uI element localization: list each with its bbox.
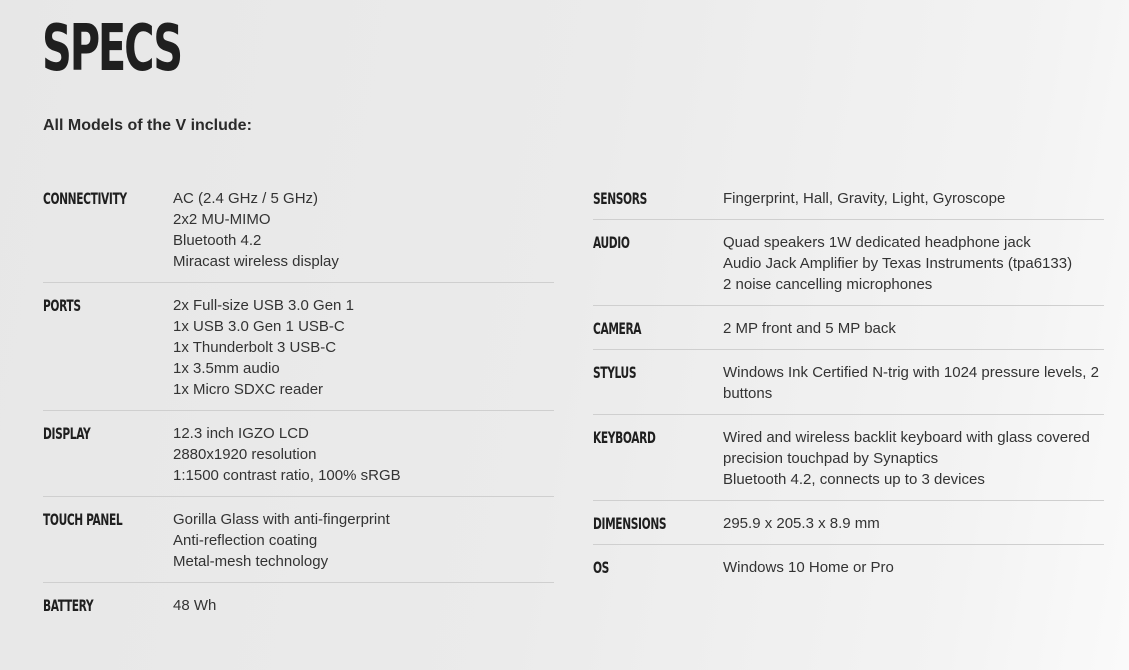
spec-label: CAMERA (593, 319, 642, 338)
spec-label: DIMENSIONS (593, 514, 667, 533)
spec-value: 1x 3.5mm audio (173, 360, 280, 377)
spec-value: 12.3 inch IGZO LCD (173, 425, 309, 442)
spec-values (173, 509, 554, 572)
spec-label: AUDIO (593, 233, 630, 252)
spec-value: 2880x1920 resolution (173, 446, 317, 463)
spec-row-touch-panel (43, 507, 554, 583)
spec-value: 2 MP front and 5 MP back (723, 320, 896, 337)
spec-label: TOUCH PANEL (43, 510, 123, 529)
spec-label: CONNECTIVITY (43, 189, 127, 208)
spec-value: 2x2 MU-MIMO (173, 211, 271, 228)
spec-value: Miracast wireless display (173, 253, 339, 270)
spec-label: BATTERY (43, 596, 94, 615)
spec-row-stylus (593, 360, 1104, 415)
specs-subtitle: All Models of the V include: (43, 117, 252, 134)
spec-values (723, 188, 1104, 209)
spec-values (723, 318, 1104, 339)
spec-value: Fingerprint, Hall, Gravity, Light, Gyroscope (723, 190, 1006, 207)
spec-value: Metal-mesh technology (173, 553, 329, 570)
spec-label: STYLUS (593, 363, 637, 382)
spec-value: Windows Ink Certified N-trig with 1024 pressure levels, 2 buttons (723, 364, 1099, 402)
spec-value: Wired and wireless backlit keyboard with glass covered precision touchpad by Synaptics (723, 429, 1090, 467)
spec-value: 2 noise cancelling microphones (723, 276, 933, 293)
spec-value: Bluetooth 4.2, connects up to 3 devices (723, 471, 985, 488)
spec-value: 2x Full-size USB 3.0 Gen 1 (173, 297, 354, 314)
spec-value: 1:1500 contrast ratio, 100% sRGB (173, 467, 401, 484)
spec-label: OS (593, 558, 609, 577)
specs-column-left (43, 186, 554, 636)
spec-label: SENSORS (593, 189, 647, 208)
spec-value: 1x USB 3.0 Gen 1 USB-C (173, 318, 345, 335)
spec-row-dimensions (593, 511, 1104, 545)
spec-values (173, 423, 554, 486)
spec-label: DISPLAY (43, 424, 91, 443)
spec-values (723, 362, 1104, 404)
spec-label: PORTS (43, 296, 81, 315)
spec-value: 295.9 x 205.3 x 8.9 mm (723, 515, 880, 532)
spec-row-connectivity (43, 186, 554, 283)
spec-value: Windows 10 Home or Pro (723, 559, 894, 576)
spec-value: Audio Jack Amplifier by Texas Instruments (tpa6133) (723, 255, 1073, 272)
spec-value: 1x Micro SDXC reader (173, 381, 324, 398)
spec-value: Gorilla Glass with anti-fingerprint (173, 511, 390, 528)
spec-values (723, 513, 1104, 534)
spec-label: KEYBOARD (593, 428, 656, 447)
spec-value: AC (2.4 GHz / 5 GHz) (173, 190, 319, 207)
spec-value: 48 Wh (173, 597, 217, 614)
spec-values (723, 557, 1104, 578)
spec-values (723, 427, 1104, 490)
page-title: SPECS (42, 12, 181, 86)
spec-row-camera (593, 316, 1104, 350)
spec-row-audio (593, 230, 1104, 306)
spec-row-battery (43, 593, 554, 626)
spec-values (173, 188, 554, 272)
spec-value: Bluetooth 4.2 (173, 232, 262, 249)
spec-row-ports (43, 293, 554, 411)
specs-column-right (593, 186, 1104, 598)
spec-values (173, 295, 554, 400)
spec-row-sensors (593, 186, 1104, 220)
spec-row-os (593, 555, 1104, 588)
spec-value: 1x Thunderbolt 3 USB-C (173, 339, 337, 356)
spec-values (173, 595, 554, 616)
spec-row-keyboard (593, 425, 1104, 501)
spec-values (723, 232, 1104, 295)
spec-value: Anti-reflection coating (173, 532, 318, 549)
spec-row-display (43, 421, 554, 497)
spec-value: Quad speakers 1W dedicated headphone jack (723, 234, 1031, 251)
